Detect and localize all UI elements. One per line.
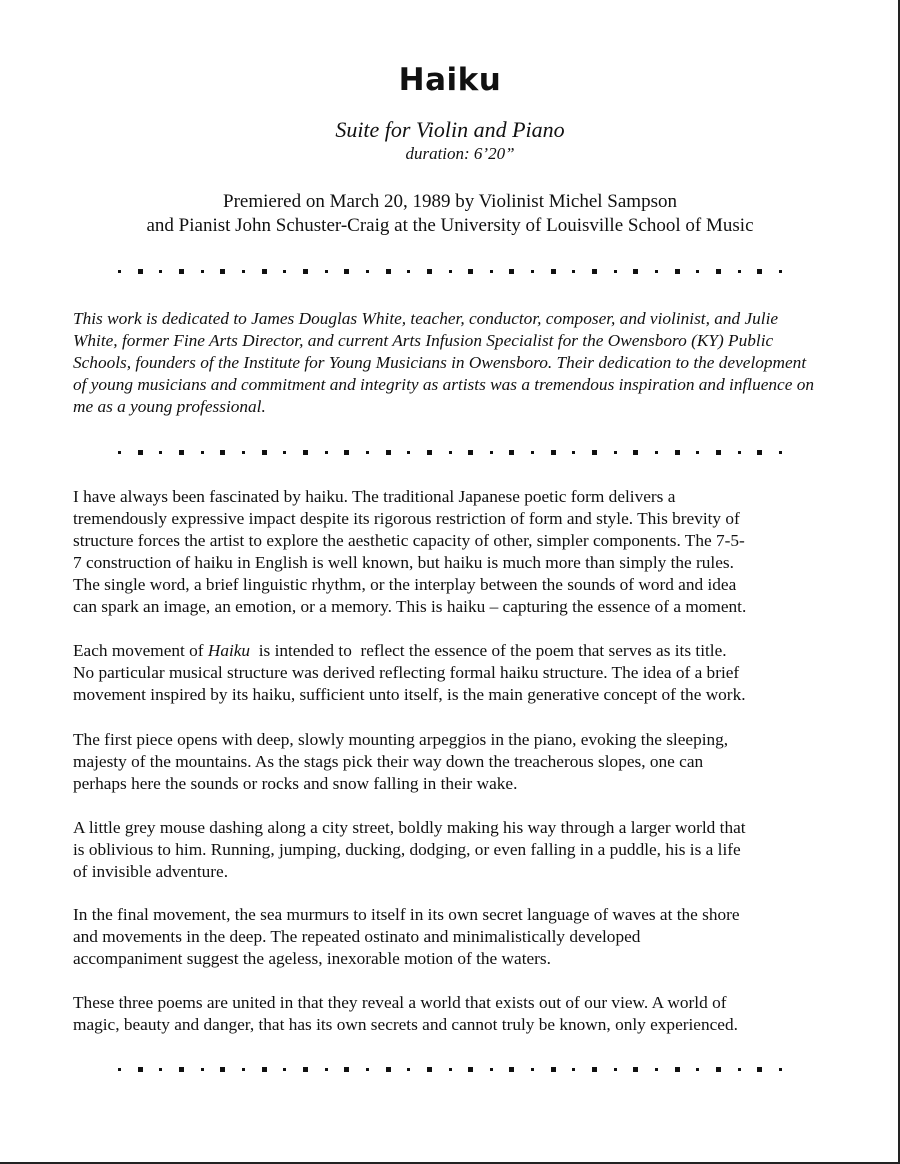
text-line: is oblivious to him. Running, jumping, ducking, dodging, or even falling in a puddle, his is a life: [73, 840, 741, 859]
ornament-dot: [427, 450, 432, 455]
ornament-dot: [303, 269, 308, 274]
ornament-dot: [738, 1068, 741, 1071]
ornament-dot: [738, 270, 741, 273]
ornament-dot: [655, 1068, 658, 1071]
subtitle: Suite for Violin and Piano: [335, 117, 565, 142]
ornament-dot: [572, 451, 575, 454]
ornament-dot: [366, 1068, 369, 1071]
text-line: In the final movement, the sea murmurs to itself in its own secret language of waves at the shore: [73, 905, 740, 924]
text-line: magic, beauty and danger, that has its own secrets and cannot truly be known, only experienced.: [73, 1015, 738, 1034]
ornament-dot: [242, 270, 245, 273]
ornament-dot: [220, 269, 225, 274]
ornament-dot: [179, 269, 184, 274]
ornament-dot: [757, 269, 762, 274]
text-line: movement inspired by its haiku, sufficient unto itself, is the main generative concept of the work.: [73, 685, 746, 704]
premiere-note: [0, 190, 900, 238]
paragraph-intro: [73, 486, 828, 618]
ornament-dot: [757, 1067, 762, 1072]
work-title: Haiku: [207, 641, 251, 660]
ornament-dot: [655, 270, 658, 273]
ornament-dot: [366, 270, 369, 273]
ornament-dot: [427, 269, 432, 274]
ornament-dot: [220, 450, 225, 455]
paragraph-final-movement: [73, 904, 828, 970]
ornament-dot: [449, 451, 452, 454]
ornament-dot: [449, 270, 452, 273]
ornament-dot: [159, 270, 162, 273]
ornament-dot: [675, 1067, 680, 1072]
ornament-dot: [572, 1068, 575, 1071]
ornament-dot: [407, 1068, 410, 1071]
ornament-dot: [283, 1068, 286, 1071]
dedication: This work is dedicated to James Douglas White, teacher, conductor, composer, and violinist, and Julie White, former Fine Arts Director, and current Arts Infusion Specialist for the Owensboro (KY) Public Schools, founders of the Institute for Young Musicians in Owensboro. Their dedication to the development of young musicians and commitment and integrity as artists was a tremendous inspiration and influence on me as a young professional.: [73, 309, 814, 416]
ornament-dot: [138, 1067, 143, 1072]
text-line: majesty of the mountains. As the stags pick their way down the treacherous slopes, one can: [73, 752, 704, 771]
ornament-dot: [696, 451, 699, 454]
ornament-dot: [118, 1068, 121, 1071]
ornament-dot: [159, 451, 162, 454]
ornament-dot: [614, 1068, 617, 1071]
ornament-dot: [283, 451, 286, 454]
ornament-dot: [283, 270, 286, 273]
ornament-dot: [118, 270, 121, 273]
ornament-dot: [531, 1068, 534, 1071]
ornament-dot: [490, 451, 493, 454]
ornament-dot: [468, 450, 473, 455]
text-line: The first piece opens with deep, slowly mounting arpeggios in the piano, evoking the sleeping,: [73, 730, 729, 749]
ornament-dot: [386, 450, 391, 455]
duration: duration: 6’20”: [405, 144, 515, 163]
ornament-dot: [531, 270, 534, 273]
text-line: I have always been fascinated by haiku. The traditional Japanese poetic form delivers a: [73, 487, 676, 506]
ornament-dot: [262, 269, 267, 274]
premiere-line-1: Premiered on March 20, 1989 by Violinist Michel Sampson: [223, 191, 677, 212]
ornament-dot: [407, 270, 410, 273]
ornament-dot: [118, 451, 121, 454]
ornament-dot: [551, 1067, 556, 1072]
ornament-dot: [262, 1067, 267, 1072]
text-line: 7 construction of haiku in English is well known, but haiku is much more than simply the rules.: [73, 553, 734, 572]
ornament-dot: [262, 450, 267, 455]
ornament-dot: [592, 450, 597, 455]
paragraph-conclusion: [73, 992, 828, 1036]
text-segment: Each movement of: [73, 641, 208, 660]
premiere-line-2: and Pianist John Schuster-Craig at the University of Louisville School of Music: [146, 215, 754, 236]
ornament-dot: [490, 1068, 493, 1071]
ornament-dot: [716, 450, 721, 455]
ornament-dot: [655, 451, 658, 454]
text-line: No particular musical structure was derived reflecting formal haiku structure. The idea of a brief: [73, 663, 740, 682]
ornament-dot: [386, 1067, 391, 1072]
ornament-dot: [490, 270, 493, 273]
ornament-dot: [509, 450, 514, 455]
ornament-dot: [303, 450, 308, 455]
text-line: A little grey mouse dashing along a city street, boldly making his way through a larger world that: [73, 818, 746, 837]
ornament-divider-1: [118, 267, 782, 275]
ornament-dot: [159, 1068, 162, 1071]
ornament-dot: [614, 270, 617, 273]
ornament-dot: [633, 269, 638, 274]
ornament-dot: [614, 451, 617, 454]
text-line: structure forces the artist to explore the aesthetic capacity of other, simpler components. The 7-5-: [73, 531, 745, 550]
text-segment: is intended to reflect the essence of the poem that serves as its title.: [250, 641, 727, 660]
ornament-dot: [138, 269, 143, 274]
ornament-dot: [716, 1067, 721, 1072]
ornament-dot: [468, 269, 473, 274]
ornament-dot: [531, 451, 534, 454]
ornament-dot: [201, 270, 204, 273]
page-title: Haiku: [398, 62, 502, 98]
ornament-dot: [757, 450, 762, 455]
ornament-dot: [551, 450, 556, 455]
ornament-dot: [344, 450, 349, 455]
ornament-dot: [138, 450, 143, 455]
ornament-dot: [179, 450, 184, 455]
ornament-dot: [592, 1067, 597, 1072]
ornament-dot: [738, 451, 741, 454]
ornament-dot: [427, 1067, 432, 1072]
ornament-dot: [509, 269, 514, 274]
ornament-dot: [386, 269, 391, 274]
ornament-dot: [779, 270, 782, 273]
ornament-divider-2: [118, 448, 782, 456]
ornament-dot: [449, 1068, 452, 1071]
ornament-dot: [696, 1068, 699, 1071]
ornament-dot: [716, 269, 721, 274]
ornament-dot: [242, 451, 245, 454]
ornament-dot: [633, 1067, 638, 1072]
ornament-dot: [407, 451, 410, 454]
ornament-dot: [242, 1068, 245, 1071]
ornament-divider-3: [118, 1065, 782, 1073]
ornament-dot: [303, 1067, 308, 1072]
text-line: perhaps here the sounds or rocks and snow falling in their wake.: [73, 774, 518, 793]
paragraph-second-movement: [73, 817, 828, 883]
paragraph-movements: [73, 640, 828, 706]
ornament-dot: [633, 450, 638, 455]
ornament-dot: [551, 269, 556, 274]
text-line: can spark an image, an emotion, or a memory. This is haiku – capturing the essence of a moment.: [73, 597, 747, 616]
ornament-dot: [572, 270, 575, 273]
text-line: accompaniment suggest the ageless, inexorable motion of the waters.: [73, 949, 551, 968]
ornament-dot: [592, 269, 597, 274]
ornament-dot: [344, 1067, 349, 1072]
ornament-dot: [366, 451, 369, 454]
ornament-dot: [696, 270, 699, 273]
ornament-dot: [325, 1068, 328, 1071]
text-line: tremendously expressive impact despite its rigorous restriction of form and style. This brevity of: [73, 509, 740, 528]
ornament-dot: [220, 1067, 225, 1072]
ornament-dot: [509, 1067, 514, 1072]
text-line: These three poems are united in that they reveal a world that exists out of our view. A world of: [73, 993, 727, 1012]
ornament-dot: [468, 1067, 473, 1072]
ornament-dot: [344, 269, 349, 274]
text-line: of invisible adventure.: [73, 862, 229, 881]
ornament-dot: [675, 450, 680, 455]
ornament-dot: [779, 1068, 782, 1071]
ornament-dot: [201, 1068, 204, 1071]
text-line: The single word, a brief linguistic rhythm, or the interplay between the sounds of word and idea: [73, 575, 737, 594]
ornament-dot: [325, 270, 328, 273]
ornament-dot: [179, 1067, 184, 1072]
ornament-dot: [325, 451, 328, 454]
ornament-dot: [201, 451, 204, 454]
paragraph-first-movement: [73, 729, 828, 795]
ornament-dot: [675, 269, 680, 274]
text-line: and movements in the deep. The repeated ostinato and minimalistically developed: [73, 927, 641, 946]
ornament-dot: [779, 451, 782, 454]
